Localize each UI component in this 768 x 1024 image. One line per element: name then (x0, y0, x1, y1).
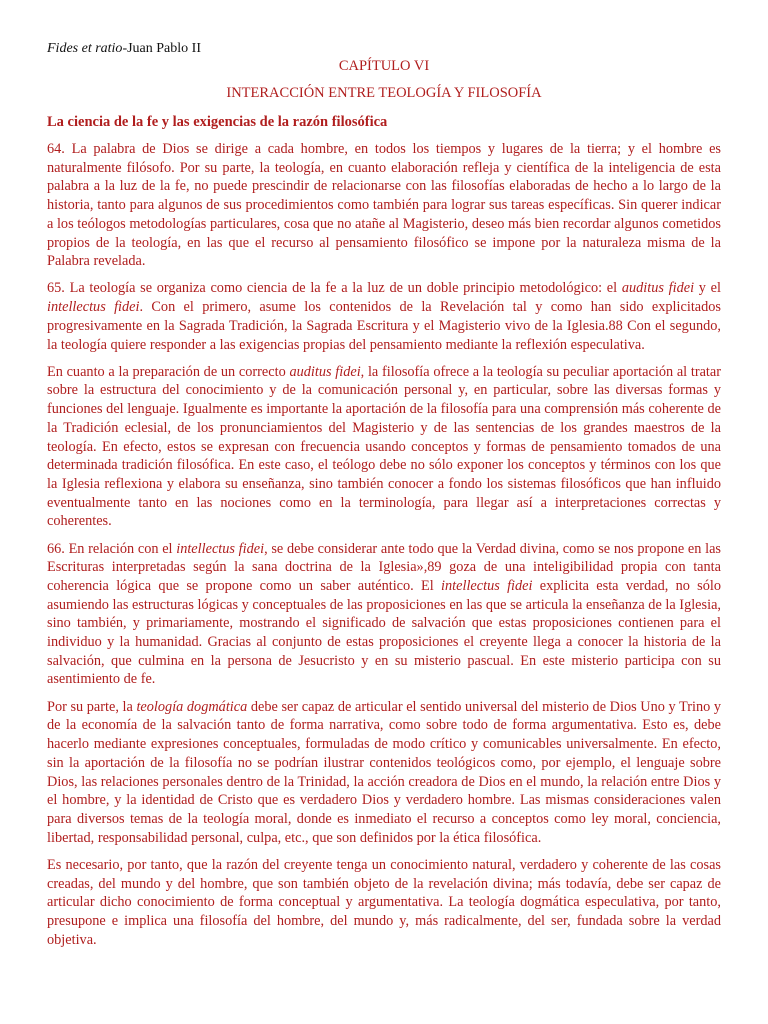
chapter-number: CAPÍTULO VI (338, 58, 430, 74)
text-run: . Con el primero, asume los contenidos de la Revelación tal y como han sido explicitados progresivamente en la Sagrada Tradición, la Sagrada Escritura y el Magisterio vivo de la Iglesia.88 Con el segundo, la teología quiere responder a las exigencias propias del pensamiento mediante la reflexión especulativa. (47, 299, 721, 353)
text-run: Por su parte, la (47, 698, 137, 715)
text-run: , la filosofía ofrece a la teología su peculiar aportación al tratar sobre la estructura del conocimiento y de la comunicación personal y, en particular, sobre las diversas formas y funciones del lenguaje. Igualmente es importante la aportación de la filosofía para una comprensión más coherente de la Tradición eclesial, de los pronunciamientos del Magisterio y de las sentencias de los grandes maestros de la teología. En efecto, estos se expresan con frecuencia usando conceptos y formas de pensamiento tomados de una determinada tradición filosófica. En este caso, el teólogo debe no sólo exponer los conceptos y términos con los que la Iglesia reflexiona y elabora su enseñanza, sino también conocer a fondo los sistemas filosóficos que han influido eventualmente tanto en las nociones como en la terminología, para llegar así a interpretaciones correctas y coherentes. (47, 363, 722, 530)
text-run: 65. La teología se organiza como ciencia de la fe a la luz de un doble principio metodológico: el (47, 280, 622, 297)
italic-term: intellectus fidei (47, 299, 140, 316)
chapter-title: INTERACCIÓN ENTRE TEOLOGÍA Y FILOSOFÍA (226, 85, 542, 101)
text-run: , se debe considerar ante todo que la Verdad divina, como se nos propone en las Escrituras interpretadas según la sana doctrina de la Iglesia»,89 goza de una inteligibilidad propia con tanta coherencia lógica que se propone como un saber auténtico. El (47, 540, 721, 594)
paragraph-65 (47, 279, 721, 354)
paragraph-65-continued (47, 363, 721, 531)
running-header (47, 41, 201, 57)
text-run: debe ser capaz de articular el sentido universal del misterio de Dios Uno y Trino y de la economía de la salvación tanto de forma narrativa, como sobre todo de forma argumentativa. Esto es, debe hacerlo mediante expresiones conceptuales, formuladas de modo crítico y comunicables universalmente. En efecto, sin la aportación de la filosofía no se podrían ilustrar contenidos teológicos como, por ejemplo, el lenguaje sobre Dios, las relaciones personales dentro de la Trinidad, la acción creadora de Dios en el mundo, la relación entre Dios y el hombre, y la identidad de Cristo que es verdadero Dios y verdadero hombre. Las mismas consideraciones valen para diversos temas de la teología moral, donde es inmediato el recurso a conceptos como ley moral, conciencia, libertad, responsabilidad personal, culpa, etc., que son definidos por la ética filosófica. (47, 698, 721, 846)
text-run: y el (694, 280, 721, 297)
paragraph-66-conclusion: Es necesario, por tanto, que la razón del creyente tenga un conocimiento natural, verdadero y coherente de las cosas creadas, del mundo y del hombre, que son también objeto de la revelación divina; más todavía, debe ser capaz de articular dicho conocimiento de forma conceptual y argumentativa. La teología dogmática especulativa, por tanto, presupone e implica una filosofía del hombre, del mundo y, más radicalmente, del ser, fundada sobre la verdad objetiva. (47, 856, 721, 948)
header-work-title: Fides et ratio (47, 41, 123, 56)
italic-term: auditus fidei (289, 363, 361, 380)
italic-term: teología dogmática (136, 698, 248, 715)
body-text (47, 140, 721, 958)
paragraph-66-dogmatic (47, 698, 721, 848)
text-run: 66. En relación con el (47, 540, 177, 557)
paragraph-64: 64. La palabra de Dios se dirige a cada hombre, en todos los tiempos y lugares de la tierra; y el hombre es naturalmente filósofo. Por su parte, la teología, en cuanto elaboración refleja y científica de la inteligencia de esta palabra a la luz de la fe, no puede prescindir de relacionarse con las filosofías elaboradas de hecho a lo largo de la historia, tanto para algunos de sus procedimientos como también para lograr sus tareas específicas. Sin querer indicar a los teólogos metodologías particulares, cosa que no atañe al Magisterio, deseo más bien recordar algunos cometidos propios de la teología, en las que el recurso al pensamiento filosófico se impone por la naturaleza misma de la Palabra revelada. (47, 141, 721, 270)
italic-term: intellectus fidei (441, 577, 533, 594)
section-heading: La ciencia de la fe y las exigencias de la razón filosófica (47, 114, 388, 130)
header-author: -Juan Pablo II (122, 41, 201, 56)
text-run: explicita esta verdad, no sólo asumiendo las estructuras lógicas y conceptuales de las proposiciones en las que se articula la enseñanza de la Iglesia, sino también, y primariamente, mostrando el significado de salvación que estas proposiciones contienen para el individuo y la humanidad. Gracias al conjunto de estas proposiciones el creyente llega a conocer la historia de la salvación, que culmina en la persona de Jesucristo y en su misterio pascual. En este misterio participa con su asentimiento de fe. (47, 577, 721, 688)
paragraph-66 (47, 540, 721, 690)
text-run: En cuanto a la preparación de un correcto (47, 363, 290, 380)
italic-term: intellectus fidei (176, 540, 265, 557)
italic-term: auditus fidei (621, 280, 695, 297)
